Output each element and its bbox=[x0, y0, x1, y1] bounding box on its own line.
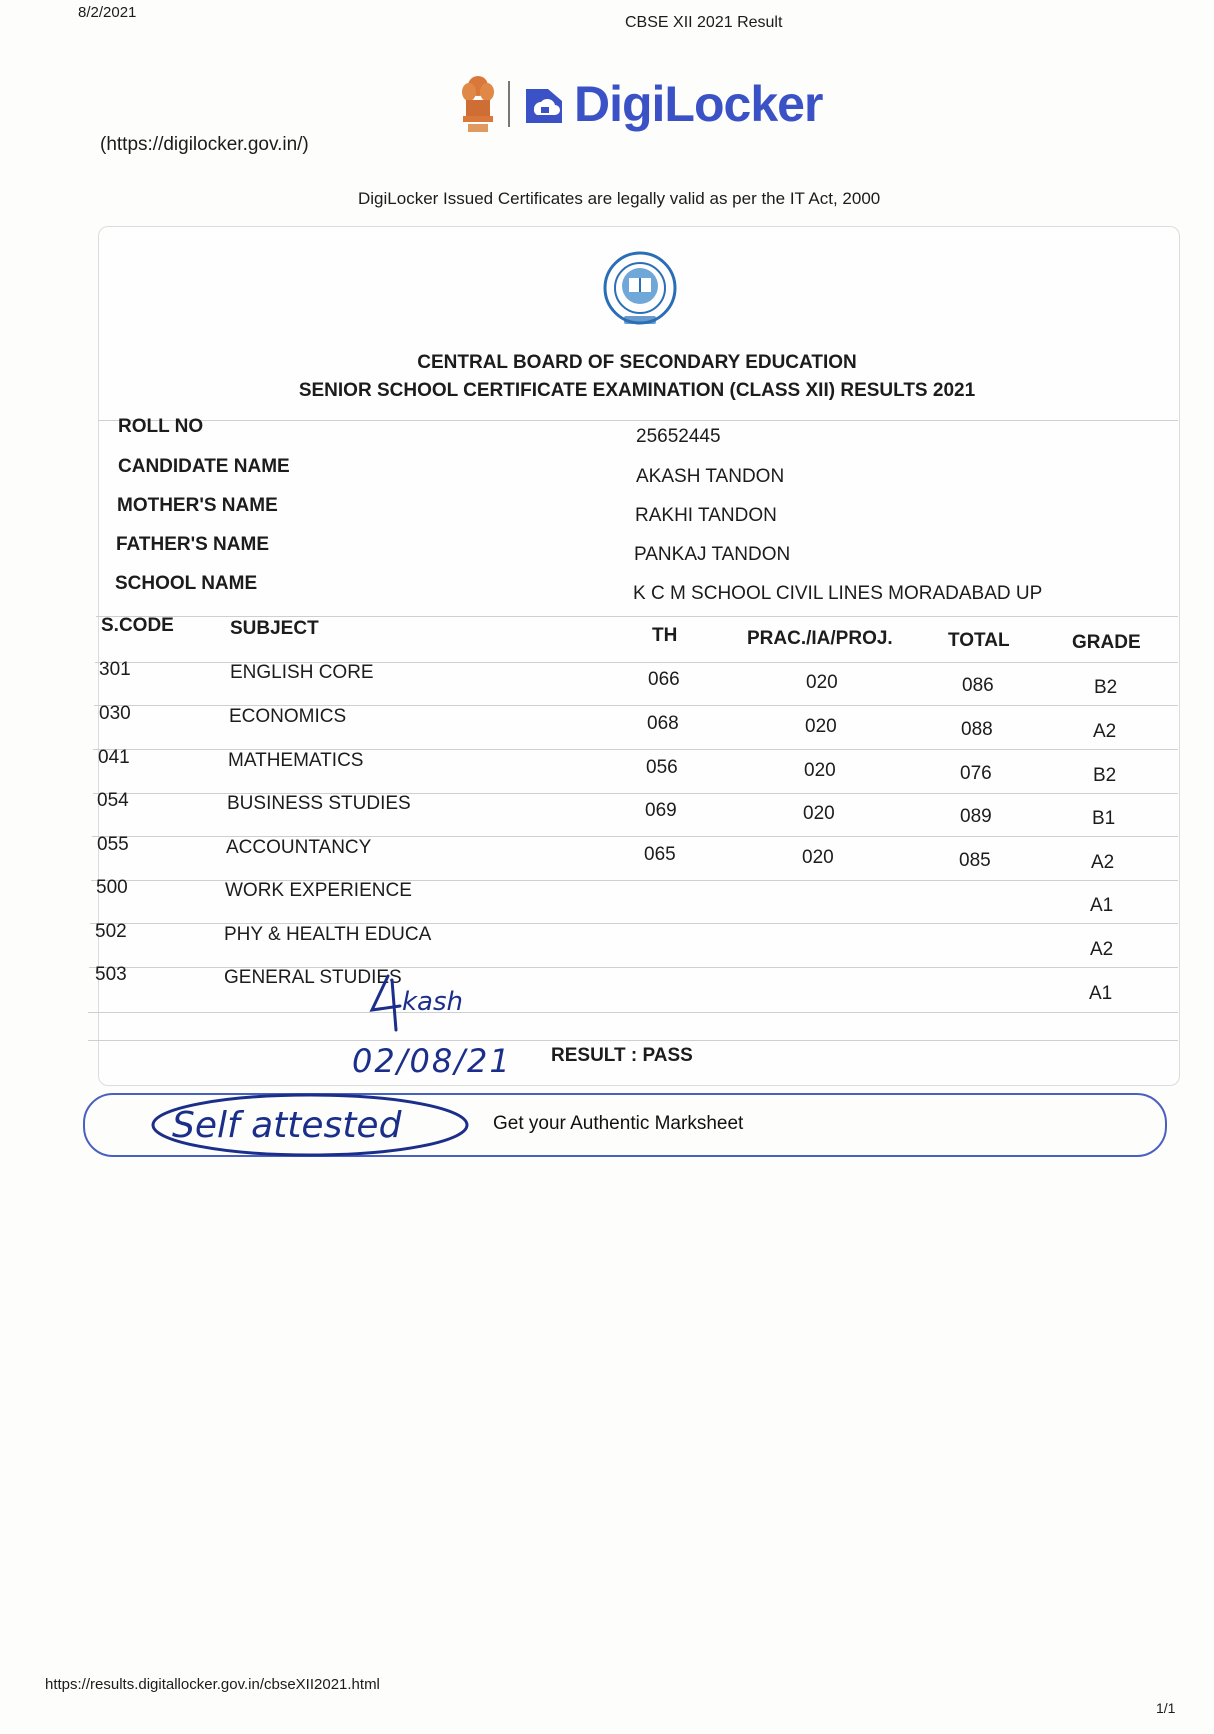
row-2-prac: 020 bbox=[805, 716, 837, 737]
row-8-code: 503 bbox=[95, 964, 127, 985]
row-5-th: 065 bbox=[644, 844, 676, 865]
row-2-grade: A2 bbox=[1093, 721, 1117, 742]
mother-name-value: RAKHI TANDON bbox=[635, 505, 777, 526]
divider bbox=[88, 1040, 1178, 1041]
row-1-total: 086 bbox=[962, 675, 994, 696]
father-name-label: FATHER'S NAME bbox=[116, 534, 270, 555]
print-title: CBSE XII 2021 Result bbox=[625, 14, 783, 31]
svg-text:02/08/21: 02/08/21 bbox=[352, 1042, 512, 1080]
svg-text:Self attested: Self attested bbox=[172, 1105, 402, 1146]
divider bbox=[98, 420, 1178, 421]
authentic-marksheet-label[interactable]: Get your Authentic Marksheet bbox=[493, 1113, 744, 1134]
row-3-grade: B2 bbox=[1093, 765, 1117, 786]
row-4-code: 054 bbox=[97, 790, 129, 811]
footer-url[interactable]: https://results.digitallocker.gov.in/cbseXII2021.html bbox=[45, 1676, 380, 1693]
row-7-subject: PHY & HEALTH EDUCA bbox=[224, 924, 432, 945]
row-4-grade: B1 bbox=[1092, 808, 1116, 829]
row-6-subject: WORK EXPERIENCE bbox=[225, 880, 412, 901]
row-3-th: 056 bbox=[646, 757, 678, 778]
row-8-subject: GENERAL STUDIES bbox=[224, 967, 402, 988]
row-5-grade: A2 bbox=[1091, 852, 1115, 873]
row-7-grade: A2 bbox=[1090, 939, 1114, 960]
roll-label: ROLL NO bbox=[118, 416, 204, 437]
school-name-label: SCHOOL NAME bbox=[115, 573, 258, 594]
row-1-th: 066 bbox=[648, 669, 680, 690]
row-8-grade: A1 bbox=[1089, 983, 1113, 1004]
father-name-value: PANKAJ TANDON bbox=[634, 544, 791, 565]
mother-name-label: MOTHER'S NAME bbox=[117, 495, 278, 516]
row-6-code: 500 bbox=[96, 877, 128, 898]
school-name-value: K C M SCHOOL CIVIL LINES MORADABAD UP bbox=[633, 583, 1043, 604]
svg-text:kash: kash bbox=[402, 987, 464, 1017]
col-header-scode: S.CODE bbox=[101, 615, 174, 636]
row-1-code: 301 bbox=[99, 659, 131, 680]
row-7-code: 502 bbox=[95, 921, 127, 942]
roll-value: 25652445 bbox=[636, 426, 721, 447]
row-1-prac: 020 bbox=[806, 672, 838, 693]
row-3-total: 076 bbox=[960, 763, 992, 784]
self-attested-stamp bbox=[150, 1090, 470, 1165]
row-3-prac: 020 bbox=[804, 760, 836, 781]
result-status: RESULT : PASS bbox=[551, 1045, 693, 1066]
validity-note: DigiLocker Issued Certificates are legally valid as per the IT Act, 2000 bbox=[358, 189, 881, 208]
row-4-subject: BUSINESS STUDIES bbox=[227, 793, 411, 814]
row-1-subject: ENGLISH CORE bbox=[230, 662, 374, 683]
row-2-th: 068 bbox=[647, 713, 679, 734]
divider bbox=[96, 616, 1178, 617]
board-name: CENTRAL BOARD OF SECONDARY EDUCATION bbox=[417, 352, 857, 373]
candidate-name-label: CANDIDATE NAME bbox=[118, 456, 290, 477]
digilocker-url[interactable]: (https://digilocker.gov.in/) bbox=[100, 134, 309, 155]
handwritten-signature bbox=[340, 970, 520, 1085]
col-header-prac: PRAC./IA/PROJ. bbox=[747, 628, 893, 649]
cbse-seal-icon bbox=[602, 248, 678, 337]
print-date: 8/2/2021 bbox=[78, 4, 137, 21]
row-5-prac: 020 bbox=[802, 847, 834, 868]
col-header-total: TOTAL bbox=[948, 630, 1010, 651]
row-2-subject: ECONOMICS bbox=[229, 706, 347, 727]
cloud-lock-icon bbox=[520, 79, 568, 130]
page-number: 1/1 bbox=[1156, 1700, 1176, 1716]
row-5-total: 085 bbox=[959, 850, 991, 871]
digilocker-logo bbox=[458, 72, 822, 136]
candidate-name-value: AKASH TANDON bbox=[636, 466, 785, 487]
col-header-subject: SUBJECT bbox=[230, 618, 319, 639]
row-2-code: 030 bbox=[99, 703, 131, 724]
row-4-th: 069 bbox=[645, 800, 677, 821]
col-header-th: TH bbox=[652, 625, 678, 646]
national-emblem-icon bbox=[458, 72, 498, 136]
row-4-prac: 020 bbox=[803, 803, 835, 824]
row-3-code: 041 bbox=[98, 747, 130, 768]
col-header-grade: GRADE bbox=[1072, 632, 1141, 653]
row-1-grade: B2 bbox=[1094, 677, 1118, 698]
divider bbox=[88, 1012, 1178, 1013]
exam-name: SENIOR SCHOOL CERTIFICATE EXAMINATION (CLASS XII) RESULTS 2021 bbox=[298, 380, 976, 401]
row-5-subject: ACCOUNTANCY bbox=[226, 837, 372, 858]
row-3-subject: MATHEMATICS bbox=[228, 750, 364, 771]
row-2-total: 088 bbox=[961, 719, 993, 740]
logo-divider bbox=[508, 81, 510, 127]
row-4-total: 089 bbox=[960, 806, 992, 827]
row-6-grade: A1 bbox=[1090, 895, 1114, 916]
row-5-code: 055 bbox=[97, 834, 129, 855]
digilocker-wordmark: DigiLocker bbox=[574, 76, 823, 132]
